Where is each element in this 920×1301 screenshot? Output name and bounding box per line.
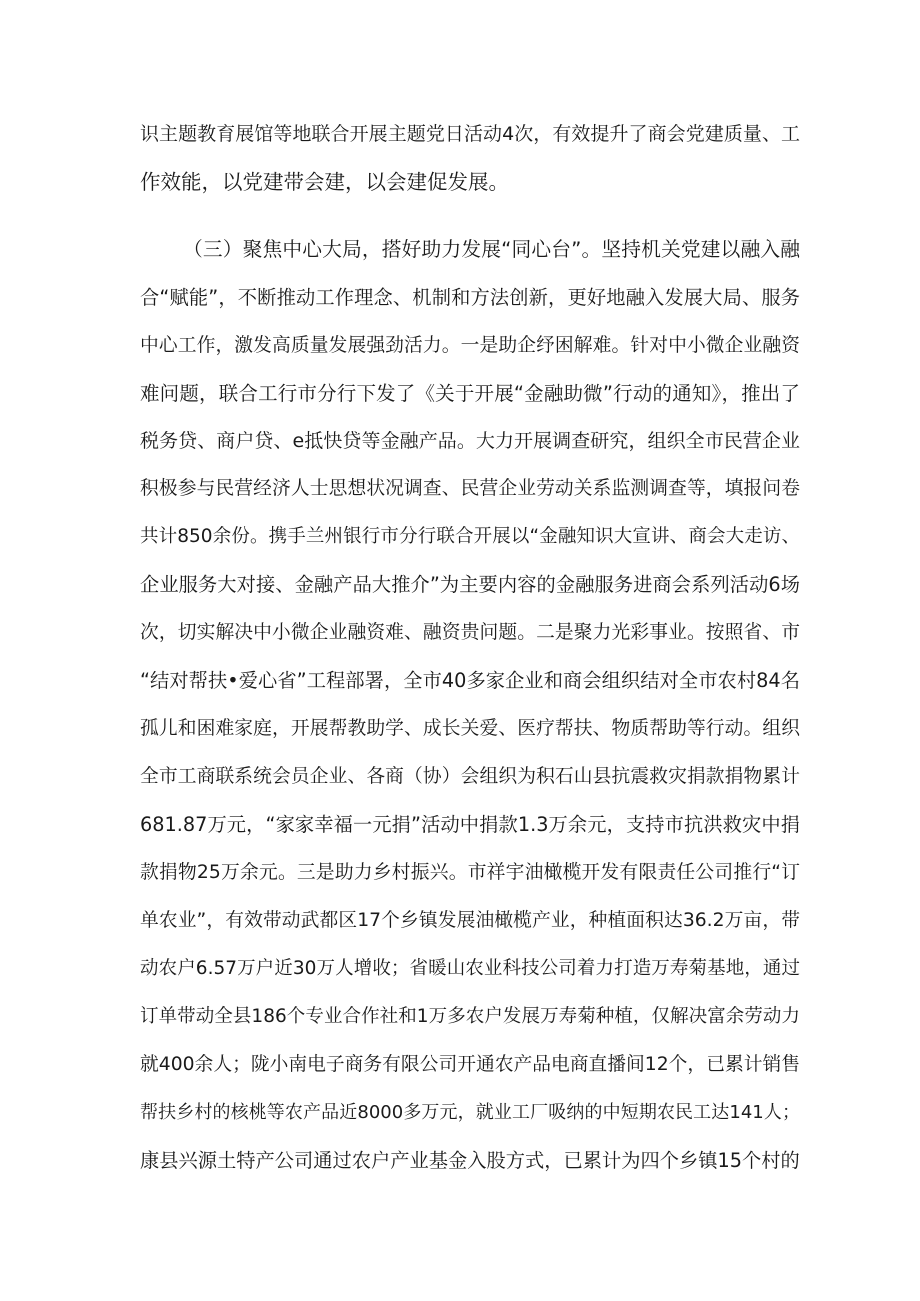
- text-line-9: 共计850余份。携手兰州银行市分行联合开展以“金融知识大宣讲、商会大走访、: [140, 526, 800, 547]
- text-line-15: 681.87万元，“家家幸福一元捐”活动中捐款1.3万余元，支持市抗洪救灾中捐: [140, 813, 800, 836]
- text-line-20: 就400余人；陇小南电子商务有限公司开通农产品电商直播间12个，已累计销售: [140, 1054, 800, 1075]
- text-line-12: “结对帮扶•爱心省”工程部署，全市40多家企业和商会组织结对全市农村84名: [140, 669, 800, 692]
- text-line-8: 积极参与民营经济人士思想状况调查、民营企业劳动关系监测调查等，填报问卷: [140, 478, 800, 499]
- text-line-14: 全市工商联系统会员企业、各商（协）会组织为积石山县抗震救灾捐款捐物累计: [140, 766, 800, 787]
- text-line-1: 识主题教育展馆等地联合开展主题党日活动4次，有效提升了商会党建质量、工: [140, 123, 800, 145]
- text-line-5: 中心工作，激发高质量发展强劲活力。一是助企纾困解难。针对中小微企业融资: [140, 335, 800, 356]
- text-line-7: 税务贷、商户贷、e抵快贷等金融产品。大力开展调查研究，组织全市民营企业: [140, 430, 800, 452]
- text-line-19: 订单带动全县186个专业合作社和1万多农户发展万寿菊种植，仅解决富余劳动力: [140, 1006, 800, 1027]
- text-line-21: 帮扶乡村的核桃等农产品近8000多万元，就业工厂吸纳的中短期农民工达141人；: [140, 1102, 800, 1123]
- text-line-18: 动农户6.57万户近30万人增收；省暖山农业科技公司着力打造万寿菊基地，通过: [140, 958, 800, 979]
- section-heading-line: （三）聚焦中心大局，搭好助力发展“同心台”。坚持机关党建以融入融: [183, 238, 800, 261]
- text-line-4: 合“赋能”，不断推动工作理念、机制和方法创新，更好地融入发展大局、服务: [140, 286, 800, 309]
- text-line-16: 款捐物25万余元。三是助力乡村振兴。市祥宇油橄榄开发有限责任公司推行“订: [140, 862, 800, 883]
- text-line-17: 单农业”，有效带动武都区17个乡镇发展油橄榄产业，种植面积达36.2万亩，带: [140, 910, 800, 931]
- text-line-10: 企业服务大对接、金融产品大推介”为主要内容的金融服务进商会系列活动6场: [140, 573, 800, 596]
- text-line-6: 难问题，联合工行市分行下发了《关于开展“金融助微”行动的通知》，推出了: [140, 382, 800, 405]
- text-line-11: 次，切实解决中小微企业融资难、融资贵问题。二是聚力光彩事业。按照省、市: [140, 622, 800, 643]
- text-line-2: 作效能，以党建带会建，以会建促发展。: [140, 170, 509, 194]
- text-line-22: 康县兴源土特产公司通过农户产业基金入股方式，已累计为四个乡镇15个村的: [140, 1149, 800, 1172]
- text-line-13: 孤儿和困难家庭，开展帮教助学、成长关爱、医疗帮扶、物质帮助等行动。组织: [140, 718, 800, 739]
